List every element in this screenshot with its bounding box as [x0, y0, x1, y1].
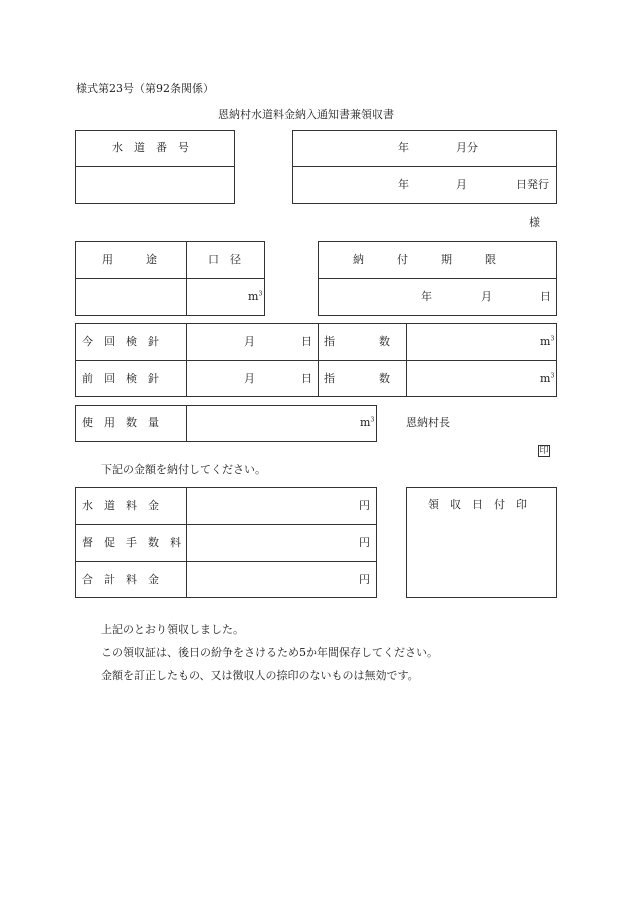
- previous-index-unit: $m^3$: [540, 372, 555, 385]
- issue-year: 年: [398, 178, 409, 191]
- note-received: 上記のとおり領収しました。: [101, 623, 244, 636]
- current-reading-month: 月: [244, 335, 255, 348]
- previous-index-label: 指 数: [324, 372, 390, 385]
- current-index-label: 指 数: [324, 335, 390, 348]
- form-reference: 様式第23号（第92条関係）: [76, 82, 214, 95]
- bore-unit: $m^3$: [248, 290, 263, 303]
- billing-year: 年: [398, 141, 409, 154]
- reminder-fee-label: 督 促 手 数 料: [82, 536, 181, 549]
- current-index-unit: $m^3$: [540, 335, 555, 348]
- total-fee-label: 合 計 料 金: [82, 573, 159, 586]
- water-number-label: 水 道 番 号: [112, 141, 189, 154]
- page-title: 恩納村水道料金納入通知書兼領収書: [218, 108, 394, 121]
- billing-period-box: [292, 130, 557, 204]
- previous-reading-day: 日: [301, 372, 312, 385]
- usage-amount-label: 使 用 数 量: [82, 416, 159, 429]
- water-fee-unit: 円: [359, 499, 370, 512]
- water-number-field[interactable]: [76, 167, 234, 203]
- current-reading-day: 日: [301, 335, 312, 348]
- purpose-label: 用 途: [102, 253, 157, 266]
- addressee-suffix: 様: [529, 216, 540, 229]
- due-year: 年: [421, 290, 432, 303]
- note-keep-receipt: この領収証は、後日の紛争をさけるため5か年間保存してください。: [101, 646, 438, 659]
- water-fee-label: 水 道 料 金: [82, 499, 159, 512]
- issue-day: 日発行: [516, 178, 549, 191]
- previous-reading-month: 月: [244, 372, 255, 385]
- reminder-fee-unit: 円: [359, 536, 370, 549]
- due-month: 月: [481, 290, 492, 303]
- previous-reading-label: 前 回 検 針: [82, 372, 159, 385]
- bore-label: 口 径: [208, 253, 241, 266]
- usage-amount-unit: $m^3$: [360, 416, 375, 429]
- payment-instruction: 下記の金額を納付してください。: [101, 463, 266, 476]
- note-invalid: 金額を訂正したもの、又は徴収人の捺印のないものは無効です。: [101, 669, 419, 682]
- receipt-stamp-label: 領 収 日 付 印: [428, 498, 527, 511]
- billing-month: 月分: [456, 141, 478, 154]
- seal-mark: 印: [539, 446, 549, 456]
- issue-month: 月: [456, 178, 467, 191]
- purpose-field[interactable]: [76, 279, 185, 315]
- current-reading-label: 今 回 検 針: [82, 335, 159, 348]
- total-fee-unit: 円: [359, 573, 370, 586]
- due-day: 日: [540, 290, 551, 303]
- mayor-title: 恩納村長: [406, 416, 450, 429]
- due-date-label: 納 付 期 限: [353, 253, 496, 266]
